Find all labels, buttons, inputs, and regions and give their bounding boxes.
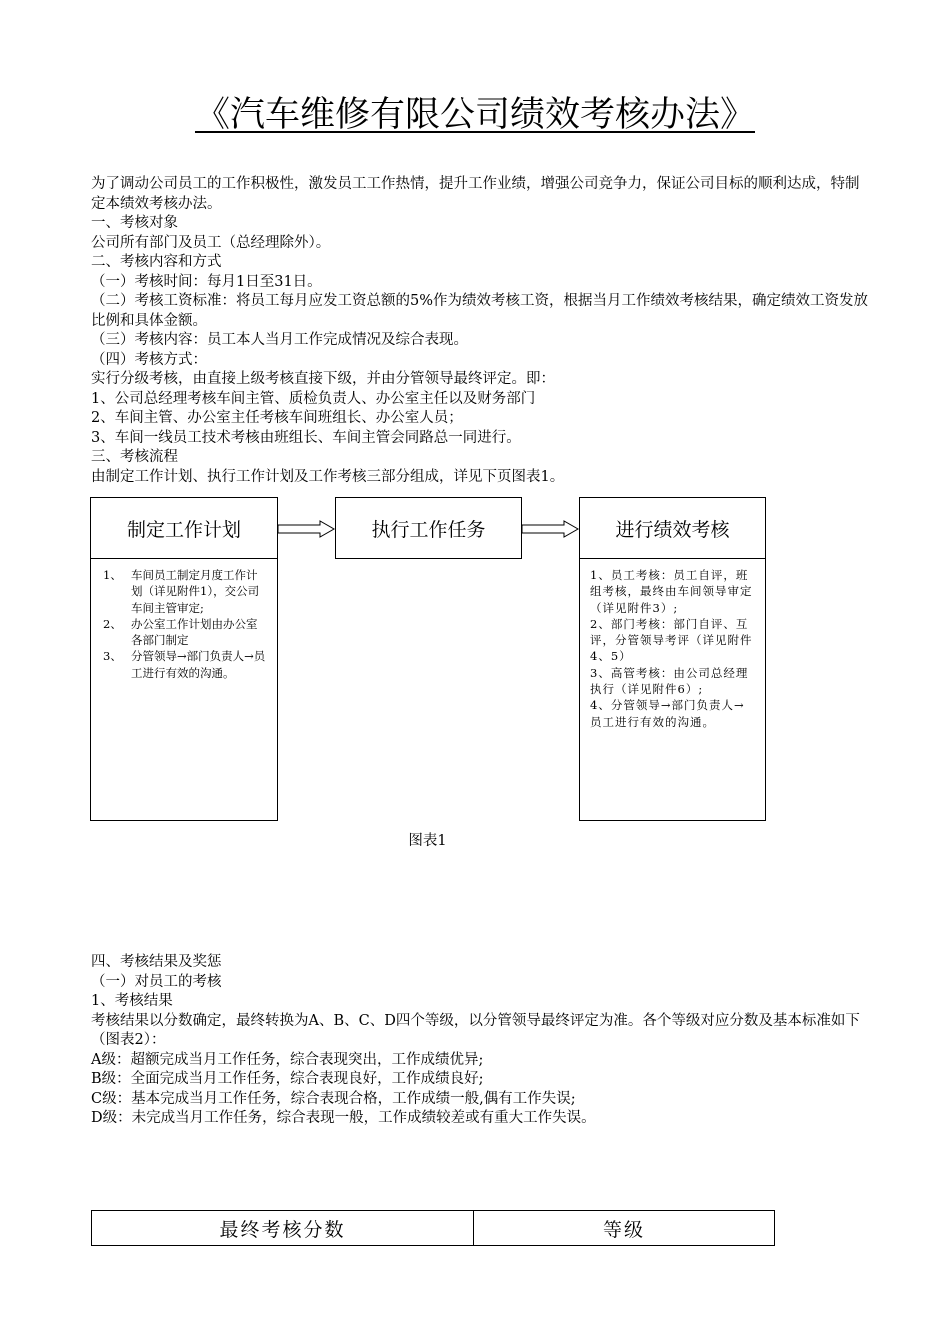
paragraph: 1、公司总经理考核车间主管、质检负责人、办公室主任以及财务部门 — [91, 390, 536, 407]
list-item: 4、分管领导→部门负责人→员工进行有效的沟通。 — [590, 698, 745, 729]
table-header-grade: 等级 — [602, 1218, 645, 1241]
document-title: 《汽车维修有限公司绩效考核办法》 — [194, 95, 755, 135]
figure-caption: 图表1 — [408, 833, 447, 849]
flow-box-execute — [335, 497, 522, 559]
paragraph: （二）考核工资标准：将员工每月应发工资总额的5%作为绩效考核工资，根据当月工作绩效考核结果，确定绩效工资发放比例和具体金额。 — [91, 293, 868, 329]
grade-table-header — [91, 1210, 775, 1246]
paragraph: C级：基本完成当月工作任务，综合表现合格，工作成绩一般,偶有工作失误; — [91, 1090, 576, 1107]
section-intro — [91, 175, 869, 487]
flow-box-execute-title: 执行工作任务 — [371, 518, 486, 541]
paragraph: 由制定工作计划、执行工作计划及工作考核三部分组成，详见下页图表1。 — [91, 468, 565, 485]
list-item: 1、员工考核：员工自评，班组考核，最终由车间领导审定（详见附件3）; — [590, 568, 753, 615]
paragraph: （一）考核时间：每月1日至31日。 — [91, 273, 322, 290]
paragraph: （四）考核方式： — [91, 351, 207, 368]
heading: 1、考核结果 — [91, 993, 173, 1009]
flow-box-plan — [90, 497, 278, 821]
heading: 一、考核对象 — [91, 215, 178, 231]
paragraph: 公司所有部门及员工（总经理除外）。 — [91, 234, 331, 251]
list-item: 2、 办公室工作计划由办公室各部门制定 — [103, 616, 258, 648]
paragraph: 实行分级考核，由直接上级考核直接下级，并由分管领导最终评定。即： — [91, 371, 555, 387]
paragraph: D级：未完成当月工作任务，综合表现一般，工作成绩较差或有重大工作失误。 — [91, 1110, 596, 1126]
paragraph: （三）考核内容：员工本人当月工作完成情况及综合表现。 — [91, 332, 468, 348]
paragraph: B级：全面完成当月工作任务，综合表现良好，工作成绩良好; — [91, 1071, 484, 1087]
paragraph: 3、车间一线员工技术考核由班组长、车间主管会同路总一同进行。 — [91, 429, 521, 446]
heading: 三、考核流程 — [91, 449, 178, 465]
flow-box-evaluate — [579, 497, 766, 821]
list-item: 3、高管考核：由公司总经理执行（详见附件6）; — [590, 665, 749, 697]
arrow-right-icon — [522, 520, 580, 538]
paragraph: 为了调动公司员工的工作积极性，激发员工工作热情，提升工作业绩，增强公司竞争力，保证公司目标的顺利达成，特制定本绩效考核办法。 — [91, 176, 860, 212]
flow-box-plan-title: 制定工作计划 — [126, 518, 241, 541]
heading: 四、考核结果及奖惩 — [91, 954, 222, 970]
table-header-score: 最终考核分数 — [92, 1211, 474, 1245]
list-item: 2、部门考核：部门自评、互评，分管领导考评（详见附件4、5） — [590, 616, 753, 664]
heading: （一）对员工的考核 — [91, 973, 222, 990]
flow-box-evaluate-title: 进行绩效考核 — [615, 518, 730, 541]
section-results — [91, 953, 869, 1129]
paragraph: A级：超额完成当月工作任务，综合表现突出，工作成绩优异; — [91, 1051, 484, 1068]
heading: 二、考核内容和方式 — [91, 254, 222, 270]
paragraph: 考核结果以分数确定，最终转换为A、B、C、D四个等级，以分管领导最终评定为准。各个等级对应分数及基本标准如下（图表2）： — [91, 1012, 860, 1048]
arrow-right-icon — [278, 520, 336, 538]
list-item: 1、 车间员工制定月度工作计划（详见附件1），交公司车间主管审定; — [103, 568, 260, 615]
list-item: 3、 分管领导→部门负责人→员工进行有效的沟通。 — [103, 649, 266, 680]
paragraph: 2、车间主管、办公室主任考核车间班组长、办公室人员； — [91, 410, 463, 426]
